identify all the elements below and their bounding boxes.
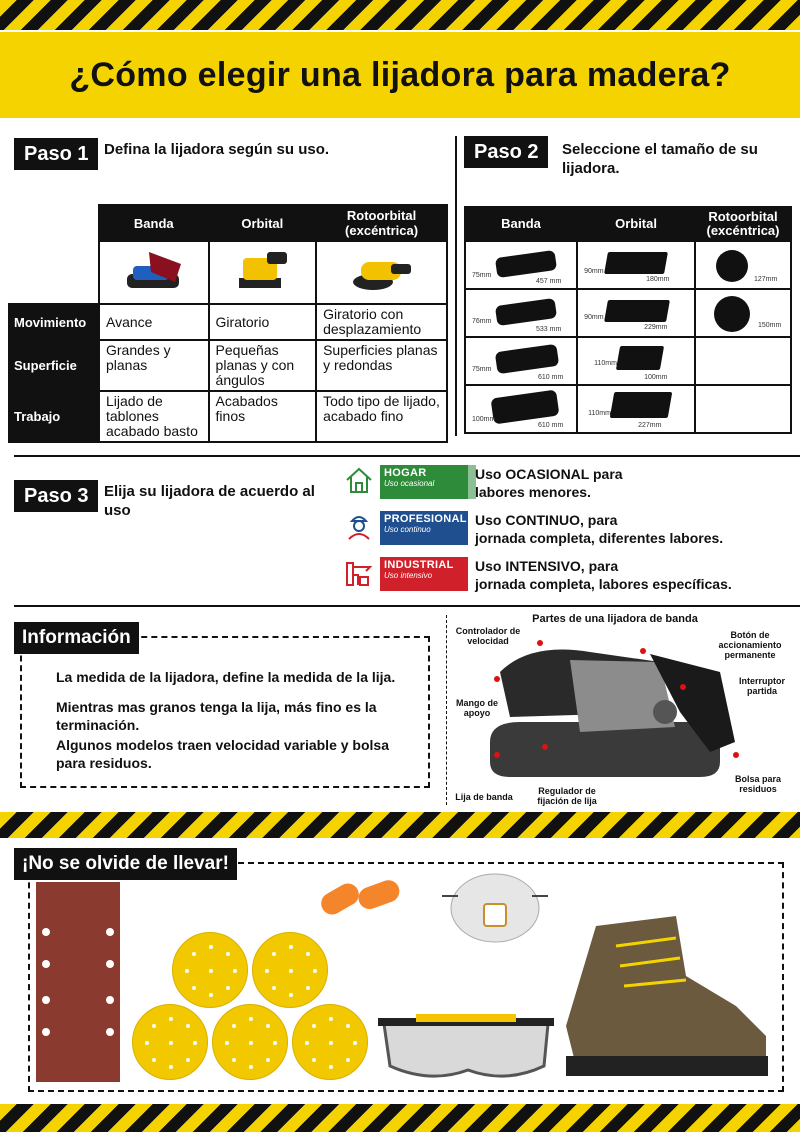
marker-dot <box>680 684 686 690</box>
middle-hazard-stripes <box>0 812 800 838</box>
belt-sander-image <box>99 241 209 304</box>
belt-pad-shape <box>495 250 557 278</box>
orbital-size-4-width: 110mm <box>588 410 611 417</box>
belt-size-4 <box>465 385 577 433</box>
disc-hole <box>226 952 230 956</box>
disc-hole <box>152 1024 156 1028</box>
info-p2: Mientras mas granos tenga la lija, más fino es la terminación. <box>56 699 377 733</box>
belt-size-1-width: 75mm <box>472 272 492 279</box>
marker-dot <box>640 648 646 654</box>
badge-hogar-name: HOGAR <box>384 467 427 479</box>
cell-movimiento-banda: Avance <box>99 304 209 340</box>
section-divider-1 <box>14 455 800 457</box>
top-hazard-stripes <box>0 0 800 30</box>
safety-goggles-image <box>376 1006 556 1090</box>
disc-hole <box>169 1065 173 1069</box>
disc-hole <box>272 986 276 990</box>
size-col-roto: Rotoorbital (excéntrica) <box>695 207 791 241</box>
disc-hole <box>289 945 293 949</box>
belt-size-1-length: 457 mm <box>536 278 562 285</box>
label-lija: Lija de banda <box>455 792 513 802</box>
belt-size-3 <box>465 337 577 385</box>
home-icon <box>344 465 374 495</box>
belt-pad-shape <box>491 390 560 425</box>
disc-hole <box>193 1041 197 1045</box>
hogar-description <box>475 465 623 501</box>
disc-hole <box>289 969 293 973</box>
disc-hole <box>313 969 317 973</box>
belt-size-3-length: 610 mm <box>538 374 564 381</box>
row-header-trabajo: Trabajo <box>9 391 99 442</box>
belt-size-1 <box>465 241 577 289</box>
cell-trabajo-orbital: Acabados finos <box>209 391 317 442</box>
disc-hole <box>272 952 276 956</box>
cell-superficie-orbital: Pequeñas planas y con ángulos <box>209 340 317 391</box>
disc-hole <box>329 1065 333 1069</box>
belt-size-2 <box>465 289 577 337</box>
badge-profesional-name: PROFESIONAL <box>384 513 467 525</box>
roto-size-2-diameter: 150mm <box>758 322 782 329</box>
step3-text: Elija su lijadora de acuerdo al uso <box>104 483 315 519</box>
profesional-line1: Uso CONTINUO, para <box>475 512 618 528</box>
belt-size-3-width: 75mm <box>472 366 492 373</box>
col-orbital: Orbital <box>209 205 317 241</box>
disc-hole <box>169 1017 173 1021</box>
orbital-sander-image <box>209 241 317 304</box>
safety-boots-image <box>556 906 778 1088</box>
disc-hole <box>249 1017 253 1021</box>
disc-hole <box>186 1058 190 1062</box>
disc-hole <box>329 1041 333 1045</box>
disc-hole <box>312 1024 316 1028</box>
industrial-description <box>475 557 732 593</box>
cell-movimiento-orbital: Giratorio <box>209 304 317 340</box>
orbital-size-2 <box>577 289 695 337</box>
page-title: ¿Cómo elegir una lijadora para madera? <box>69 55 731 94</box>
disc-hole <box>249 1041 253 1045</box>
sandpaper-sheet-image <box>36 882 120 1082</box>
disc-hole <box>192 952 196 956</box>
belt-pad-shape <box>495 344 559 374</box>
orbital-size-3 <box>577 337 695 385</box>
disc-hole <box>346 1024 350 1028</box>
label-boton: Botón de accionamiento permanente <box>718 630 782 660</box>
roto-size-3-empty <box>695 337 791 385</box>
cell-movimiento-roto: Giratorio con desplazamiento <box>316 304 447 340</box>
size-col-banda: Banda <box>465 207 577 241</box>
profesional-line2: jornada completa, diferentes labores. <box>475 530 724 546</box>
disc-hole <box>145 1041 149 1045</box>
badge-industrial-sub: Uso intensivo <box>384 571 433 580</box>
marker-dot <box>542 744 548 750</box>
cell-superficie-banda: Grandes y planas <box>99 340 209 391</box>
orbital-size-1-length: 180mm <box>646 276 670 283</box>
info-p1: La medida de la lijadora, define la medida de la lija. <box>56 669 396 685</box>
disc-hole <box>353 1041 357 1045</box>
disc-hole <box>306 986 310 990</box>
orbital-size-2-length: 229mm <box>644 324 668 331</box>
info-label: Información <box>14 622 139 654</box>
orbital-size-2-width: 90mm <box>584 314 604 321</box>
factory-icon <box>344 557 374 587</box>
badge-hogar <box>380 465 468 499</box>
hogar-line1: Uso OCASIONAL para <box>475 466 623 482</box>
disc-hole <box>289 993 293 997</box>
orbital-pad-shape <box>604 252 668 274</box>
roto-pad-shape <box>716 250 748 282</box>
disc-hole <box>209 969 213 973</box>
label-bolsa: Bolsa para residuos <box>734 774 782 794</box>
disc-hole <box>209 945 213 949</box>
disc-hole <box>169 1041 173 1045</box>
col-banda: Banda <box>99 205 209 241</box>
disc-hole <box>273 1041 277 1045</box>
orbital-size-4-length: 227mm <box>638 422 662 429</box>
section-divider-2 <box>14 605 800 607</box>
badge-industrial <box>380 557 468 591</box>
belt-size-4-length: 610 mm <box>538 422 564 429</box>
roto-size-1-diameter: 127mm <box>754 276 778 283</box>
industrial-line1: Uso INTENSIVO, para <box>475 558 619 574</box>
earplugs-image <box>316 870 406 930</box>
parts-title: Partes de una lijadora de banda <box>532 613 698 625</box>
marker-dot <box>733 752 739 758</box>
industrial-line2: jornada completa, labores específicas. <box>475 576 732 592</box>
badge-profesional-sub: Uso continuo <box>384 525 431 534</box>
marker-dot <box>537 640 543 646</box>
title-banner <box>0 32 800 118</box>
row-header-superficie: Superficie <box>9 340 99 391</box>
orbital-size-3-length: 100mm <box>644 374 668 381</box>
badge-industrial-name: INDUSTRIAL <box>384 559 454 571</box>
disc-hole <box>185 969 189 973</box>
orbital-size-4 <box>577 385 695 433</box>
disc-hole <box>266 1058 270 1062</box>
disc-hole <box>306 952 310 956</box>
step-divider <box>455 136 457 436</box>
orbital-size-3-width: 110mm <box>594 360 617 367</box>
roto-size-4-empty <box>695 385 791 433</box>
cell-superficie-roto: Superficies planas y redondas <box>316 340 447 391</box>
size-col-orbital: Orbital <box>577 207 695 241</box>
info-divider <box>446 615 447 805</box>
disc-hole <box>249 1065 253 1069</box>
orbital-pad-shape <box>604 300 670 322</box>
belt-size-2-width: 76mm <box>472 318 492 325</box>
disc-hole <box>312 1058 316 1062</box>
belt-pad-shape <box>495 298 557 326</box>
bottom-hazard-stripes <box>0 1104 800 1132</box>
remember-label: ¡No se olvide de llevar! <box>14 848 237 880</box>
orbital-size-1-width: 90mm <box>584 268 604 275</box>
roto-pad-shape <box>714 296 750 332</box>
disc-hole <box>209 993 213 997</box>
col-rotoorbital: Rotoorbital (excéntrica) <box>316 205 447 241</box>
roto-size-2 <box>695 289 791 337</box>
belt-size-4-width: 100mm <box>472 416 496 423</box>
disc-hole <box>232 1024 236 1028</box>
roto-size-1 <box>695 241 791 289</box>
orbital-pad-shape <box>610 392 673 418</box>
label-controlador: Controlador de velocidad <box>455 626 521 646</box>
belt-size-2-length: 533 mm <box>536 326 562 333</box>
disc-hole <box>233 969 237 973</box>
cell-trabajo-banda: Lijado de tablones acabado basto <box>99 391 209 442</box>
random-orbital-sander-image <box>316 241 447 304</box>
info-p3: Algunos modelos traen velocidad variable y bolsa para residuos. <box>56 737 389 771</box>
label-interruptor: Interruptor partida <box>739 676 785 696</box>
disc-hole <box>265 969 269 973</box>
step3-label: Paso 3 <box>14 480 98 512</box>
label-regulador: Regulador de fijación de lija <box>537 786 597 806</box>
badge-hogar-sub: Uso ocasional <box>384 479 435 488</box>
disc-hole <box>226 986 230 990</box>
disc-hole <box>192 986 196 990</box>
disc-hole <box>329 1017 333 1021</box>
step2-text: Seleccione el tamaño de su lijadora. <box>562 141 758 177</box>
dust-mask-image <box>438 866 552 946</box>
disc-hole <box>186 1024 190 1028</box>
cell-trabajo-roto: Todo tipo de lijado, acabado fino <box>316 391 447 442</box>
worker-icon <box>344 511 374 541</box>
disc-hole <box>346 1058 350 1062</box>
badge-profesional <box>380 511 468 545</box>
sander-use-table <box>8 204 448 443</box>
orbital-pad-shape <box>616 346 664 370</box>
disc-hole <box>305 1041 309 1045</box>
disc-hole <box>152 1058 156 1062</box>
marker-dot <box>494 752 500 758</box>
marker-dot <box>494 676 500 682</box>
disc-hole <box>266 1024 270 1028</box>
label-mango: Mango de apoyo <box>456 698 498 718</box>
hogar-line2: labores menores. <box>475 484 591 500</box>
disc-hole <box>225 1041 229 1045</box>
orbital-size-1 <box>577 241 695 289</box>
sander-size-table <box>464 206 792 434</box>
step1-text: Defina la lijadora según su uso. <box>104 141 330 158</box>
profesional-description <box>475 511 723 547</box>
step2-label: Paso 2 <box>464 136 548 168</box>
step1-label: Paso 1 <box>14 138 98 170</box>
disc-hole <box>232 1058 236 1062</box>
row-header-movimiento: Movimiento <box>9 304 99 340</box>
